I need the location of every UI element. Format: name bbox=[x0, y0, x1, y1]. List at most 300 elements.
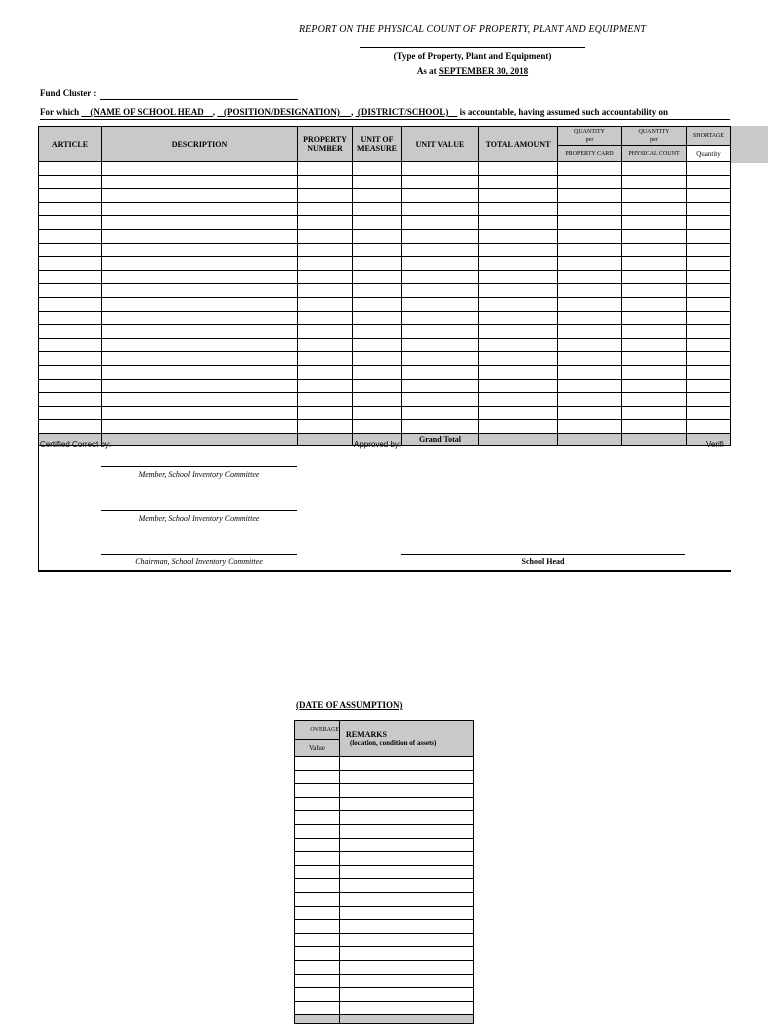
table-row bbox=[39, 379, 731, 393]
table-cell[interactable] bbox=[340, 852, 474, 866]
table-cell[interactable] bbox=[295, 1001, 340, 1015]
table-cell[interactable] bbox=[39, 406, 102, 420]
table-cell[interactable] bbox=[687, 284, 731, 298]
table-cell[interactable] bbox=[298, 393, 353, 407]
table-cell[interactable] bbox=[479, 162, 558, 176]
as-at-date bbox=[300, 66, 645, 76]
table-cell[interactable] bbox=[39, 202, 102, 216]
table-row bbox=[295, 920, 474, 934]
table-row bbox=[39, 406, 731, 420]
table-cell[interactable] bbox=[298, 311, 353, 325]
table-row bbox=[295, 933, 474, 947]
table-cell[interactable] bbox=[479, 229, 558, 243]
grand-total-label: Grand Total bbox=[402, 433, 479, 445]
certified-label: Certified Correct by: bbox=[40, 440, 112, 449]
table-cell[interactable] bbox=[622, 393, 687, 407]
signature-section bbox=[38, 437, 731, 572]
table-row bbox=[295, 824, 474, 838]
accountable-text: is accountable, having assumed such accountability on bbox=[459, 107, 668, 117]
table-cell[interactable] bbox=[295, 852, 340, 866]
table-cell[interactable] bbox=[479, 175, 558, 189]
table-cell[interactable] bbox=[340, 920, 474, 934]
as-at-value: SEPTEMBER 30, 2018 bbox=[438, 66, 529, 76]
table-cell[interactable] bbox=[102, 420, 298, 434]
col-remarks: REMARKS (location, condition of assets) bbox=[340, 721, 474, 757]
table-row bbox=[295, 892, 474, 906]
inventory-rows bbox=[39, 162, 731, 434]
table-cell[interactable] bbox=[102, 406, 298, 420]
table-cell[interactable] bbox=[479, 202, 558, 216]
table-cell[interactable] bbox=[39, 311, 102, 325]
table-cell[interactable] bbox=[402, 406, 479, 420]
table-cell[interactable] bbox=[479, 243, 558, 257]
header-divider bbox=[40, 119, 730, 120]
school-head-signature-line[interactable] bbox=[401, 554, 685, 555]
table-cell[interactable] bbox=[402, 379, 479, 393]
table-cell[interactable] bbox=[39, 338, 102, 352]
table-row bbox=[295, 838, 474, 852]
table-cell[interactable] bbox=[558, 284, 622, 298]
table-row bbox=[39, 216, 731, 230]
table-cell[interactable] bbox=[622, 243, 687, 257]
table-cell[interactable] bbox=[687, 162, 731, 176]
date-of-assumption: (DATE OF ASSUMPTION) bbox=[296, 700, 403, 710]
table-cell[interactable] bbox=[39, 325, 102, 339]
table-cell[interactable] bbox=[479, 420, 558, 434]
fund-cluster-label: Fund Cluster : bbox=[40, 88, 97, 98]
table-cell[interactable] bbox=[102, 257, 298, 271]
table-cell[interactable] bbox=[298, 297, 353, 311]
table-cell[interactable] bbox=[687, 365, 731, 379]
table-cell[interactable] bbox=[102, 338, 298, 352]
inventory-table bbox=[38, 126, 731, 446]
table-cell[interactable] bbox=[295, 784, 340, 798]
table-cell[interactable] bbox=[622, 216, 687, 230]
table-cell[interactable] bbox=[102, 311, 298, 325]
table-cell[interactable] bbox=[39, 189, 102, 203]
table-cell[interactable] bbox=[298, 284, 353, 298]
table-cell[interactable] bbox=[558, 243, 622, 257]
table-cell[interactable] bbox=[687, 257, 731, 271]
table-cell[interactable] bbox=[39, 379, 102, 393]
table-cell[interactable] bbox=[102, 297, 298, 311]
table-cell[interactable] bbox=[479, 325, 558, 339]
table-cell[interactable] bbox=[479, 257, 558, 271]
table-cell[interactable] bbox=[558, 393, 622, 407]
table-row bbox=[295, 947, 474, 961]
table-cell[interactable] bbox=[39, 297, 102, 311]
table-cell[interactable] bbox=[298, 365, 353, 379]
table-cell[interactable] bbox=[298, 229, 353, 243]
table-cell[interactable] bbox=[39, 162, 102, 176]
table-cell[interactable] bbox=[340, 988, 474, 1002]
col-total-amount: TOTAL AMOUNT bbox=[479, 127, 558, 162]
table-cell[interactable] bbox=[558, 406, 622, 420]
table-row bbox=[295, 988, 474, 1002]
table-cell[interactable] bbox=[558, 257, 622, 271]
table-cell[interactable] bbox=[340, 784, 474, 798]
table-cell[interactable] bbox=[402, 311, 479, 325]
table-cell[interactable] bbox=[340, 770, 474, 784]
table-cell[interactable] bbox=[622, 420, 687, 434]
table-cell[interactable] bbox=[340, 892, 474, 906]
table-row bbox=[39, 338, 731, 352]
table-cell[interactable] bbox=[402, 257, 479, 271]
table-cell[interactable] bbox=[402, 325, 479, 339]
table-cell[interactable] bbox=[353, 229, 402, 243]
table-cell[interactable] bbox=[558, 420, 622, 434]
school-head-field[interactable]: (NAME OF SCHOOL HEAD bbox=[90, 107, 204, 117]
table-cell[interactable] bbox=[340, 879, 474, 893]
table-cell[interactable] bbox=[353, 284, 402, 298]
table-cell[interactable] bbox=[39, 420, 102, 434]
table-cell[interactable] bbox=[340, 906, 474, 920]
table-cell[interactable] bbox=[479, 365, 558, 379]
table-cell[interactable] bbox=[39, 216, 102, 230]
table-cell[interactable] bbox=[39, 257, 102, 271]
table-cell[interactable] bbox=[479, 189, 558, 203]
table-cell[interactable] bbox=[558, 379, 622, 393]
table-cell[interactable] bbox=[298, 420, 353, 434]
table-cell[interactable] bbox=[298, 325, 353, 339]
table-cell[interactable] bbox=[687, 325, 731, 339]
table-row bbox=[295, 1001, 474, 1015]
table-cell[interactable] bbox=[295, 811, 340, 825]
table-cell[interactable] bbox=[402, 216, 479, 230]
table-cell[interactable] bbox=[622, 162, 687, 176]
header-overflow-shade bbox=[730, 126, 768, 163]
table-cell[interactable] bbox=[353, 297, 402, 311]
table-row bbox=[39, 270, 731, 284]
table-cell[interactable] bbox=[39, 284, 102, 298]
table-cell[interactable] bbox=[479, 379, 558, 393]
verified-label: Verifi bbox=[706, 440, 724, 449]
report-title: REPORT ON THE PHYSICAL COUNT OF PROPERTY, PLANT AND EQUIPMENT bbox=[298, 24, 647, 35]
table-row bbox=[295, 906, 474, 920]
table-cell[interactable] bbox=[687, 379, 731, 393]
table-cell[interactable] bbox=[340, 974, 474, 988]
table-cell[interactable] bbox=[687, 297, 731, 311]
table-row bbox=[295, 770, 474, 784]
table-cell[interactable] bbox=[402, 189, 479, 203]
table-cell[interactable] bbox=[353, 420, 402, 434]
table-cell[interactable] bbox=[622, 379, 687, 393]
table-cell[interactable] bbox=[340, 947, 474, 961]
member1-signature-line[interactable] bbox=[101, 466, 297, 467]
continuation-total-row bbox=[295, 1015, 474, 1024]
table-cell[interactable] bbox=[479, 406, 558, 420]
table-cell[interactable] bbox=[558, 352, 622, 366]
table-cell[interactable] bbox=[102, 175, 298, 189]
table-cell[interactable] bbox=[479, 216, 558, 230]
member2-signature-line[interactable] bbox=[101, 510, 297, 511]
table-cell[interactable] bbox=[298, 189, 353, 203]
table-row bbox=[39, 189, 731, 203]
table-cell[interactable] bbox=[558, 229, 622, 243]
school-head-caption: School Head bbox=[521, 557, 565, 566]
table-row bbox=[39, 365, 731, 379]
table-cell[interactable] bbox=[687, 352, 731, 366]
table-cell[interactable] bbox=[622, 325, 687, 339]
table-cell[interactable] bbox=[295, 892, 340, 906]
table-cell[interactable] bbox=[102, 365, 298, 379]
table-cell[interactable] bbox=[622, 175, 687, 189]
table-row bbox=[295, 797, 474, 811]
col-qty-property-card: PROPERTY CARD bbox=[558, 146, 622, 162]
table-cell[interactable] bbox=[340, 865, 474, 879]
table-row bbox=[39, 352, 731, 366]
table-cell[interactable] bbox=[353, 202, 402, 216]
table-cell[interactable] bbox=[295, 770, 340, 784]
table-cell[interactable] bbox=[558, 175, 622, 189]
table-cell[interactable] bbox=[622, 406, 687, 420]
col-description: DESCRIPTION bbox=[102, 127, 298, 162]
table-cell[interactable] bbox=[353, 175, 402, 189]
table-cell[interactable] bbox=[402, 162, 479, 176]
col-shortage-quantity: Quantity bbox=[687, 146, 731, 162]
table-cell[interactable] bbox=[402, 338, 479, 352]
table-cell[interactable] bbox=[102, 352, 298, 366]
table-cell[interactable] bbox=[298, 406, 353, 420]
col-shortage: SHORTAGE bbox=[687, 127, 731, 146]
table-cell[interactable] bbox=[340, 811, 474, 825]
table-cell[interactable] bbox=[622, 284, 687, 298]
table-cell[interactable] bbox=[558, 325, 622, 339]
table-cell[interactable] bbox=[340, 838, 474, 852]
table-cell[interactable] bbox=[402, 420, 479, 434]
table-cell[interactable] bbox=[102, 379, 298, 393]
col-overage-value: Value bbox=[295, 740, 340, 757]
continuation-rows bbox=[295, 757, 474, 1015]
table-cell[interactable] bbox=[295, 947, 340, 961]
col-qty-property-card-top: QUANTITY per bbox=[558, 127, 622, 146]
continuation-table bbox=[294, 720, 474, 1024]
table-cell[interactable] bbox=[402, 297, 479, 311]
table-cell[interactable] bbox=[353, 216, 402, 230]
col-unit-of-measure: UNIT OF MEASURE bbox=[353, 127, 402, 162]
table-cell[interactable] bbox=[102, 202, 298, 216]
table-cell[interactable] bbox=[295, 988, 340, 1002]
table-cell[interactable] bbox=[340, 797, 474, 811]
table-cell[interactable] bbox=[622, 365, 687, 379]
table-row bbox=[39, 229, 731, 243]
table-cell[interactable] bbox=[353, 325, 402, 339]
approved-label: Approved by: bbox=[354, 440, 402, 449]
table-cell[interactable] bbox=[402, 229, 479, 243]
table-row bbox=[295, 757, 474, 771]
table-cell[interactable] bbox=[102, 216, 298, 230]
table-cell[interactable] bbox=[298, 202, 353, 216]
table-cell[interactable] bbox=[295, 933, 340, 947]
district-field[interactable]: (DISTRICT/SCHOOL) bbox=[357, 107, 449, 117]
table-cell[interactable] bbox=[39, 243, 102, 257]
col-property-number: PROPERTY NUMBER bbox=[298, 127, 353, 162]
table-cell[interactable] bbox=[402, 365, 479, 379]
table-cell[interactable] bbox=[687, 189, 731, 203]
table-cell[interactable] bbox=[353, 257, 402, 271]
table-row bbox=[39, 311, 731, 325]
table-cell[interactable] bbox=[687, 202, 731, 216]
table-cell[interactable] bbox=[298, 175, 353, 189]
table-row bbox=[295, 974, 474, 988]
table-cell[interactable] bbox=[295, 906, 340, 920]
table-cell[interactable] bbox=[558, 338, 622, 352]
table-cell[interactable] bbox=[102, 284, 298, 298]
property-type-label: (Type of Property, Plant and Equipment) bbox=[393, 51, 552, 61]
table-cell[interactable] bbox=[402, 175, 479, 189]
table-cell[interactable] bbox=[558, 216, 622, 230]
table-cell[interactable] bbox=[558, 311, 622, 325]
table-cell[interactable] bbox=[102, 270, 298, 284]
fund-cluster-field[interactable] bbox=[100, 99, 298, 100]
table-cell[interactable] bbox=[622, 338, 687, 352]
table-cell[interactable] bbox=[102, 325, 298, 339]
table-cell[interactable] bbox=[295, 757, 340, 771]
table-cell[interactable] bbox=[558, 202, 622, 216]
table-cell[interactable] bbox=[353, 189, 402, 203]
table-cell[interactable] bbox=[622, 311, 687, 325]
table-cell[interactable] bbox=[479, 297, 558, 311]
table-cell[interactable] bbox=[402, 284, 479, 298]
table-cell[interactable] bbox=[298, 162, 353, 176]
table-cell[interactable] bbox=[298, 352, 353, 366]
table-cell[interactable] bbox=[622, 229, 687, 243]
table-cell[interactable] bbox=[353, 352, 402, 366]
table-cell[interactable] bbox=[295, 879, 340, 893]
table-cell[interactable] bbox=[558, 162, 622, 176]
table-cell[interactable] bbox=[353, 338, 402, 352]
table-cell[interactable] bbox=[295, 797, 340, 811]
table-row bbox=[295, 879, 474, 893]
table-cell[interactable] bbox=[295, 865, 340, 879]
table-cell[interactable] bbox=[102, 162, 298, 176]
col-qty-physical-count: PHYSICAL COUNT bbox=[622, 146, 687, 162]
table-cell[interactable] bbox=[687, 338, 731, 352]
table-cell[interactable] bbox=[687, 406, 731, 420]
table-cell[interactable] bbox=[102, 189, 298, 203]
table-cell[interactable] bbox=[687, 216, 731, 230]
table-cell[interactable] bbox=[353, 311, 402, 325]
table-row bbox=[39, 175, 731, 189]
table-cell[interactable] bbox=[353, 162, 402, 176]
accountability-statement: For which (NAME OF SCHOOL HEAD , (POSITION/DESIGNATION) , (DISTRICT/SCHOOL) is accountable, having assumed such accountability on bbox=[40, 107, 668, 117]
table-cell[interactable] bbox=[295, 838, 340, 852]
table-cell[interactable] bbox=[353, 406, 402, 420]
table-row bbox=[39, 243, 731, 257]
position-field[interactable]: (POSITION/DESIGNATION) bbox=[224, 107, 340, 117]
table-cell[interactable] bbox=[558, 189, 622, 203]
col-overage: OVERAGE bbox=[295, 721, 340, 740]
table-cell[interactable] bbox=[687, 243, 731, 257]
table-row bbox=[39, 297, 731, 311]
table-cell[interactable] bbox=[402, 270, 479, 284]
table-cell[interactable] bbox=[340, 824, 474, 838]
table-cell[interactable] bbox=[353, 243, 402, 257]
for-which-label: For which bbox=[40, 107, 80, 117]
table-cell[interactable] bbox=[39, 365, 102, 379]
table-cell[interactable] bbox=[687, 393, 731, 407]
table-cell[interactable] bbox=[353, 393, 402, 407]
table-cell[interactable] bbox=[687, 229, 731, 243]
table-cell[interactable] bbox=[622, 352, 687, 366]
table-cell[interactable] bbox=[295, 920, 340, 934]
table-cell[interactable] bbox=[340, 1001, 474, 1015]
table-cell[interactable] bbox=[479, 284, 558, 298]
table-cell[interactable] bbox=[340, 960, 474, 974]
table-cell[interactable] bbox=[39, 352, 102, 366]
table-cell[interactable] bbox=[622, 257, 687, 271]
table-cell[interactable] bbox=[353, 365, 402, 379]
member2-caption: Member, School Inventory Committee bbox=[138, 514, 260, 523]
table-cell[interactable] bbox=[298, 270, 353, 284]
table-row bbox=[295, 784, 474, 798]
table-cell[interactable] bbox=[340, 757, 474, 771]
table-cell[interactable] bbox=[295, 824, 340, 838]
chairman-signature-line[interactable] bbox=[101, 554, 297, 555]
table-cell[interactable] bbox=[558, 270, 622, 284]
table-cell[interactable] bbox=[402, 352, 479, 366]
table-row bbox=[39, 393, 731, 407]
table-cell[interactable] bbox=[298, 216, 353, 230]
table-cell[interactable] bbox=[102, 229, 298, 243]
table-cell[interactable] bbox=[402, 393, 479, 407]
table-cell[interactable] bbox=[340, 933, 474, 947]
table-cell[interactable] bbox=[687, 270, 731, 284]
table-cell[interactable] bbox=[402, 243, 479, 257]
table-cell[interactable] bbox=[558, 297, 622, 311]
col-qty-physical-count-top: QUANTITY per bbox=[622, 127, 687, 146]
table-cell[interactable] bbox=[479, 338, 558, 352]
table-cell[interactable] bbox=[622, 189, 687, 203]
table-row bbox=[39, 420, 731, 434]
table-cell[interactable] bbox=[687, 420, 731, 434]
as-at-prefix: As at bbox=[416, 66, 437, 76]
table-row bbox=[39, 325, 731, 339]
table-cell[interactable] bbox=[39, 175, 102, 189]
table-cell[interactable] bbox=[295, 960, 340, 974]
table-cell[interactable] bbox=[298, 243, 353, 257]
table-cell[interactable] bbox=[39, 270, 102, 284]
table-cell[interactable] bbox=[687, 175, 731, 189]
table-cell[interactable] bbox=[295, 974, 340, 988]
table-cell[interactable] bbox=[479, 311, 558, 325]
table-cell[interactable] bbox=[353, 379, 402, 393]
table-cell[interactable] bbox=[687, 311, 731, 325]
table-row bbox=[295, 960, 474, 974]
table-row bbox=[295, 865, 474, 879]
table-cell[interactable] bbox=[622, 270, 687, 284]
table-cell[interactable] bbox=[479, 270, 558, 284]
table-cell[interactable] bbox=[479, 352, 558, 366]
table-cell[interactable] bbox=[353, 270, 402, 284]
table-cell[interactable] bbox=[298, 257, 353, 271]
table-cell[interactable] bbox=[39, 229, 102, 243]
table-cell[interactable] bbox=[622, 297, 687, 311]
table-row bbox=[39, 257, 731, 271]
table-cell[interactable] bbox=[402, 202, 479, 216]
table-row bbox=[295, 852, 474, 866]
table-cell[interactable] bbox=[39, 393, 102, 407]
table-cell[interactable] bbox=[479, 393, 558, 407]
table-cell[interactable] bbox=[102, 243, 298, 257]
table-cell[interactable] bbox=[298, 379, 353, 393]
table-cell[interactable] bbox=[102, 393, 298, 407]
table-cell[interactable] bbox=[298, 338, 353, 352]
property-type-line bbox=[360, 47, 585, 48]
table-cell[interactable] bbox=[622, 202, 687, 216]
table-row bbox=[295, 811, 474, 825]
table-cell[interactable] bbox=[558, 365, 622, 379]
